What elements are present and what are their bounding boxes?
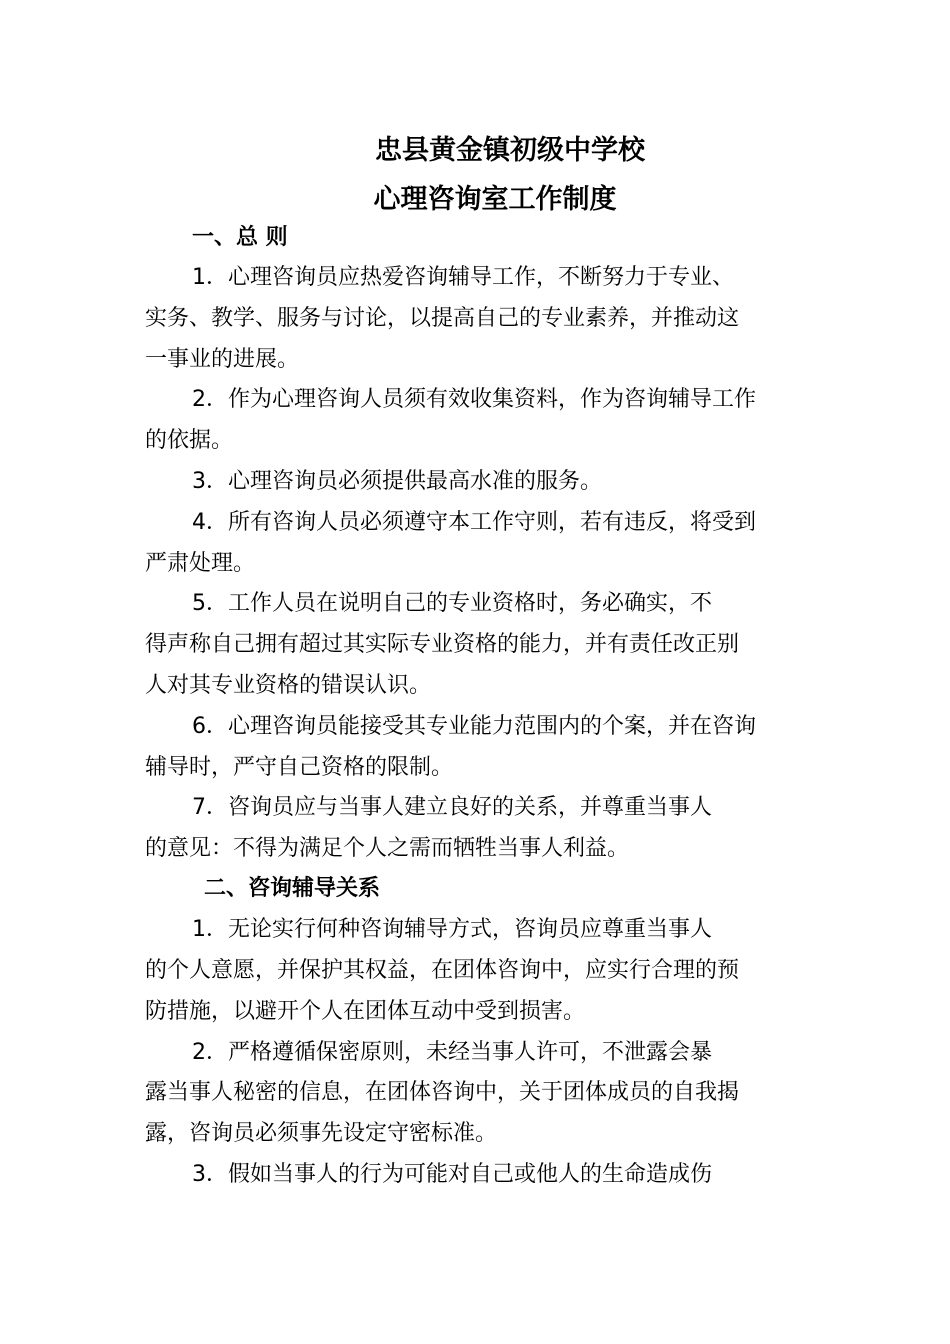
paragraph-line: 3．心理咨询员必须提供最高水准的服务。 (192, 469, 602, 494)
paragraph-line: 1．无论实行何种咨询辅导方式，咨询员应尊重当事人 (192, 917, 712, 942)
paragraph-line: 7．咨询员应与当事人建立良好的关系，并尊重当事人 (192, 795, 712, 820)
section2-heading: 二、咨询辅导关系 (204, 876, 381, 901)
paragraph-line: 的依据。 (145, 428, 234, 453)
paragraph-line: 实务、教学、服务与讨论，以提高自己的专业素养，并推动这 (145, 306, 740, 331)
section1-heading: 一、总 则 (192, 225, 288, 250)
paragraph-line: 露，咨询员必须事先设定守密标准。 (145, 1121, 498, 1146)
paragraph-line: 的个人意愿，并保护其权益，在团体咨询中，应实行合理的预 (145, 958, 740, 983)
paragraph-line: 防措施，以避开个人在团体互动中受到损害。 (145, 999, 586, 1024)
paragraph-line: 2．严格遵循保密原则，未经当事人许可，不泄露会暴 (192, 1040, 712, 1065)
document-title-line1: 忠县黄金镇初级中学校 (375, 135, 645, 166)
paragraph-line: 3．假如当事人的行为可能对自己或他人的生命造成伤 (192, 1162, 712, 1187)
paragraph-line: 人对其专业资格的错误认识。 (145, 673, 432, 698)
paragraph-line: 得声称自己拥有超过其实际专业资格的能力，并有责任改正别 (145, 632, 740, 657)
document-title-line2: 心理咨询室工作制度 (373, 184, 617, 215)
paragraph-line: 的意见：不得为满足个人之需而牺牲当事人利益。 (145, 836, 630, 861)
paragraph-line: 一事业的进展。 (145, 347, 300, 372)
paragraph-line: 辅导时，严守自己资格的限制。 (145, 755, 454, 780)
paragraph-line: 6．心理咨询员能接受其专业能力范围内的个案，并在咨询 (192, 714, 756, 739)
paragraph-line: 2．作为心理咨询人员须有效收集资料，作为咨询辅导工作 (192, 387, 756, 412)
paragraph-line: 露当事人秘密的信息，在团体咨询中，关于团体成员的自我揭 (145, 1080, 740, 1105)
paragraph-line: 4．所有咨询人员必须遵守本工作守则，若有违反，将受到 (192, 510, 756, 535)
paragraph-line: 5．工作人员在说明自己的专业资格时，务必确实，不 (192, 591, 712, 616)
paragraph-line: 严肃处理。 (145, 551, 256, 576)
paragraph-line: 1．心理咨询员应热爱咨询辅导工作，不断努力于专业、 (192, 265, 734, 290)
